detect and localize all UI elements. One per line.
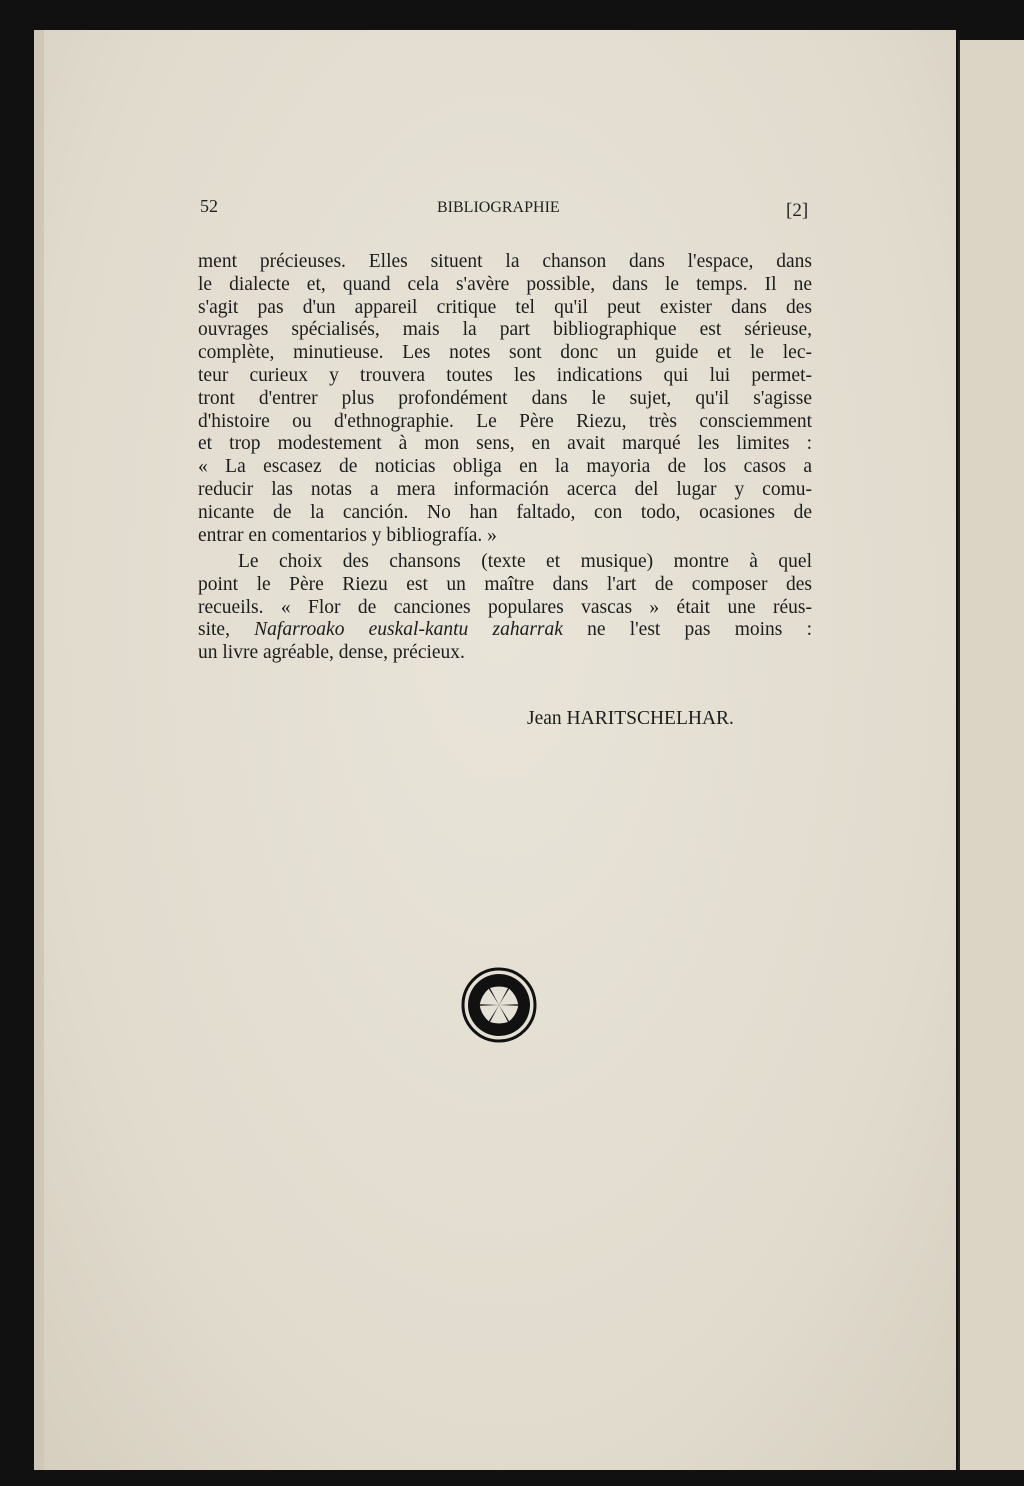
text-line: tront d'entrer plus profondément dans le sujet, qu'il s'agisse [198, 387, 812, 409]
text-line: ment précieuses. Elles situent la chanson dans l'espace, dans [198, 251, 812, 272]
text-line: recueils. « Flor de canciones populares vascas » était une réus- [198, 596, 812, 618]
text-line: complète, minutieuse. Les notes sont donc un guide et le lec- [198, 342, 812, 364]
text-line: nicante de la canción. No han faltado, con todo, ocasiones de [198, 501, 812, 523]
text-line [198, 619, 812, 642]
rosette-ornament-icon [460, 966, 538, 1044]
text-line: reducir las notas a mera información acerca del lugar y comu- [198, 478, 812, 500]
text-line: ouvrages spécialisés, mais la part bibliographique est sérieuse, [198, 319, 812, 341]
text-line: un livre agréable, dense, précieux. [198, 642, 465, 664]
page-edges [34, 30, 44, 1470]
text-line: et trop modestement à mon sens, en avait marqué les limites : [198, 433, 812, 455]
facing-page-edge [958, 40, 1024, 1470]
text-line: entrar en comentarios y bibliografía. » [198, 524, 497, 546]
text: site, [198, 619, 230, 641]
text-line: « La escasez de noticias obliga en la mayoria de los casos a [198, 456, 812, 478]
text-line: s'agit pas d'un appareil critique tel qu'il peut exister dans des [198, 296, 812, 318]
text-line: point le Père Riezu est un maître dans l'art de composer des [198, 573, 812, 595]
page-number: 52 [200, 196, 218, 216]
running-header: BIBLIOGRAPHIE [437, 199, 560, 216]
book-page [44, 30, 956, 1470]
text-line: d'histoire ou d'ethnographie. Le Père Riezu, très consciemment [198, 410, 812, 432]
author-signature: Jean HARITSCHELHAR. [527, 708, 734, 729]
page-marker: [2] [786, 200, 809, 221]
paragraph-1 [198, 251, 812, 547]
text: ne l'est pas moins : [587, 619, 813, 641]
paragraph-2 [198, 551, 812, 665]
text-line: teur curieux y trouvera toutes les indications qui lui permet- [198, 364, 812, 386]
text-line: Le choix des chansons (texte et musique) montre à quel [238, 551, 812, 572]
book-title: Nafarroako euskal-kantu zaharrak [254, 619, 563, 641]
text-line: le dialecte et, quand cela s'avère possible, dans le temps. Il ne [198, 273, 812, 295]
